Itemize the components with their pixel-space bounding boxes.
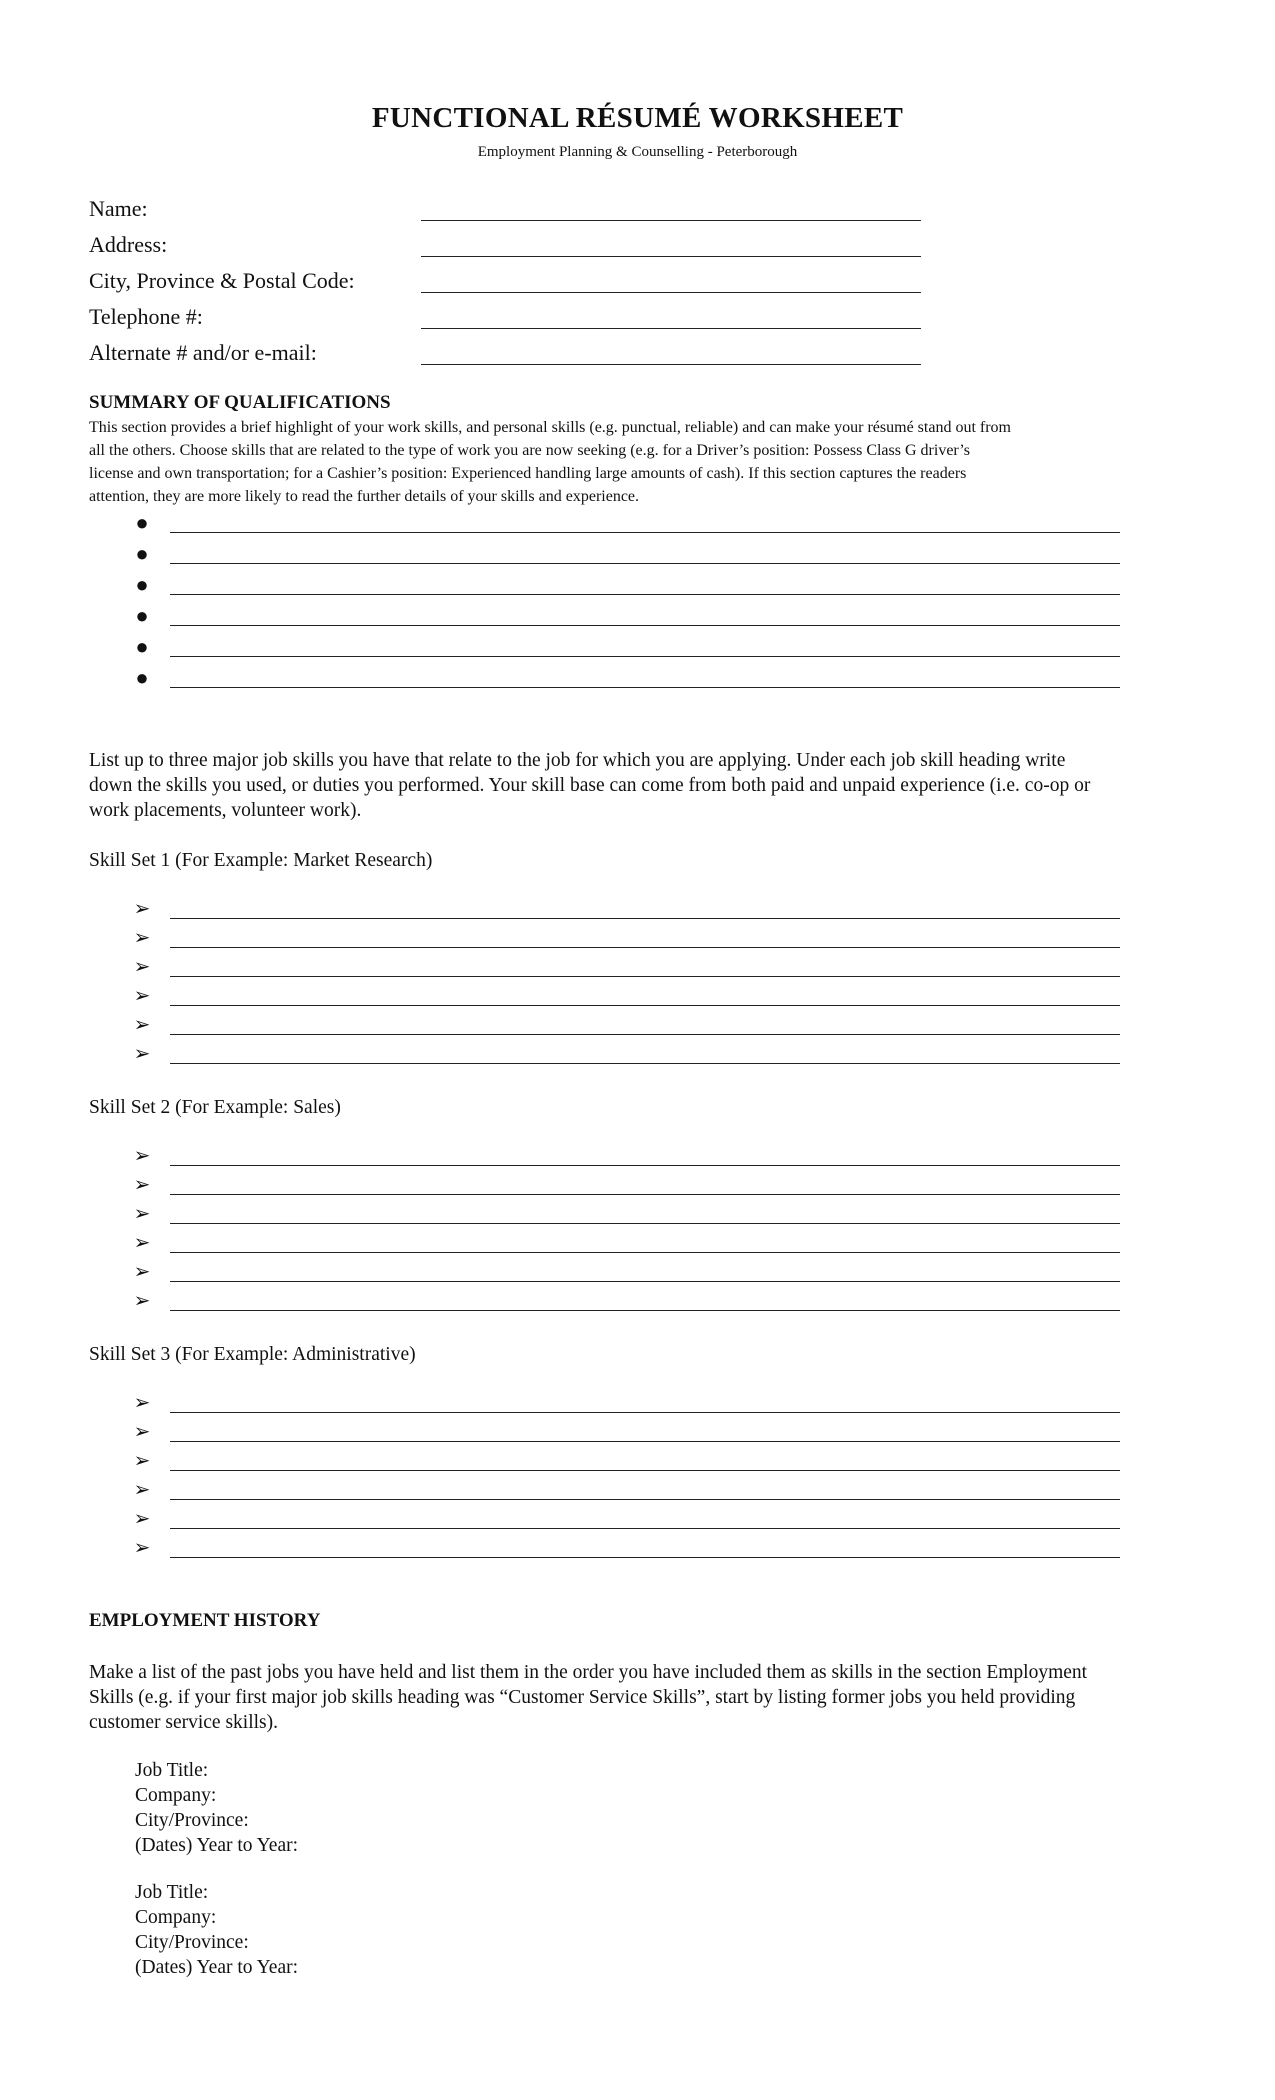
company-label: Company: [135, 1785, 217, 1806]
dates-label: (Dates) Year to Year: [135, 1835, 299, 1856]
arrow-bullet-icon: ➢ [133, 927, 151, 949]
field-name [89, 196, 929, 226]
arrow-bullet-icon: ➢ [133, 956, 151, 978]
skill-set-1-heading: Skill Set 1 (For Example: Market Research) [89, 850, 433, 871]
skill-set-1-row [130, 896, 1130, 924]
skill-set-3-row [130, 1419, 1130, 1447]
skill-blank-line[interactable] [170, 1441, 1120, 1442]
skill-set-3-row [130, 1477, 1130, 1505]
skill-set-1-row [130, 954, 1130, 982]
field-label: Address: [89, 232, 168, 257]
page-subtitle: Employment Planning & Counselling - Peterborough [477, 144, 798, 160]
summary-blank-line[interactable] [170, 594, 1120, 595]
field-telephone-blank[interactable] [421, 328, 921, 329]
skill-blank-line[interactable] [170, 1412, 1120, 1413]
skill-set-2-row [130, 1143, 1130, 1171]
summary-blank-line[interactable] [170, 625, 1120, 626]
field-label: Name: [89, 196, 148, 221]
arrow-bullet-icon: ➢ [133, 1014, 151, 1036]
arrow-bullet-icon: ➢ [133, 1232, 151, 1254]
summary-blank-line[interactable] [170, 532, 1120, 533]
field-telephone [89, 304, 929, 334]
field-city-province-postal [89, 268, 929, 298]
arrow-bullet-icon: ➢ [133, 898, 151, 920]
arrow-bullet-icon: ➢ [133, 1203, 151, 1225]
summary-blank-line[interactable] [170, 563, 1120, 564]
field-label: Telephone #: [89, 304, 203, 329]
skill-set-1-row [130, 1012, 1130, 1040]
field-address-blank[interactable] [421, 256, 921, 257]
summary-bullet-row [130, 665, 1130, 693]
summary-bullet-row [130, 541, 1130, 569]
bullet-icon: ● [135, 510, 149, 535]
company-label: Company: [135, 1907, 217, 1928]
job-title-label: Job Title: [135, 1760, 209, 1781]
summary-bullet-row [130, 510, 1130, 538]
skill-blank-line[interactable] [170, 1223, 1120, 1224]
skill-set-1-row [130, 925, 1130, 953]
skill-blank-line[interactable] [170, 1499, 1120, 1500]
employment-line: customer service skills). [89, 1712, 278, 1733]
skill-set-2-row [130, 1201, 1130, 1229]
summary-paragraph [89, 416, 1199, 508]
skill-set-2-row [130, 1259, 1130, 1287]
skill-blank-line[interactable] [170, 1252, 1120, 1253]
skill-blank-line[interactable] [170, 1034, 1120, 1035]
arrow-bullet-icon: ➢ [133, 1174, 151, 1196]
bullet-icon: ● [135, 634, 149, 659]
field-label: Alternate # and/or e-mail: [89, 340, 317, 365]
skill-blank-line[interactable] [170, 1310, 1120, 1311]
summary-line: license and own transportation; for a Cashier’s position: Experienced handling large amounts of cash). If this section captures the readers [89, 465, 967, 482]
skill-blank-line[interactable] [170, 918, 1120, 919]
skill-set-2-row [130, 1172, 1130, 1200]
field-alternate-email [89, 340, 929, 370]
skill-blank-line[interactable] [170, 1470, 1120, 1471]
arrow-bullet-icon: ➢ [133, 985, 151, 1007]
field-alternate-blank[interactable] [421, 364, 921, 365]
skills-intro-line: work placements, volunteer work). [89, 800, 362, 821]
summary-heading: SUMMARY OF QUALIFICATIONS [89, 392, 391, 413]
skills-intro-paragraph [89, 748, 1199, 823]
field-name-blank[interactable] [421, 220, 921, 221]
skill-set-2-row [130, 1288, 1130, 1316]
skill-blank-line[interactable] [170, 1557, 1120, 1558]
summary-line: all the others. Choose skills that are related to the type of work you are now seeking (e.g. for a Driver’s position: Possess Class G driver’s [89, 442, 971, 459]
skill-blank-line[interactable] [170, 1194, 1120, 1195]
arrow-bullet-icon: ➢ [133, 1392, 151, 1414]
skill-set-3-heading: Skill Set 3 (For Example: Administrative) [89, 1344, 416, 1365]
skill-blank-line[interactable] [170, 1528, 1120, 1529]
arrow-bullet-icon: ➢ [133, 1508, 151, 1530]
bullet-icon: ● [135, 572, 149, 597]
skills-intro-line: List up to three major job skills you have that relate to the job for which you are applying. Under each job skill heading write [89, 750, 1066, 771]
skill-set-3-row [130, 1506, 1130, 1534]
skill-set-3-row [130, 1448, 1130, 1476]
arrow-bullet-icon: ➢ [133, 1479, 151, 1501]
field-city-blank[interactable] [421, 292, 921, 293]
employment-heading: EMPLOYMENT HISTORY [89, 1610, 321, 1631]
skill-set-1-row [130, 1041, 1130, 1069]
skills-intro-line: down the skills you used, or duties you performed. Your skill base can come from both paid and unpaid experience (i.e. co-op or [89, 775, 1091, 796]
arrow-bullet-icon: ➢ [133, 1043, 151, 1065]
bullet-icon: ● [135, 665, 149, 690]
job-entry-1 [135, 1758, 298, 1858]
summary-bullet-row [130, 572, 1130, 600]
arrow-bullet-icon: ➢ [133, 1421, 151, 1443]
skill-set-3-row [130, 1390, 1130, 1418]
summary-bullet-row [130, 603, 1130, 631]
summary-blank-line[interactable] [170, 656, 1120, 657]
summary-line: attention, they are more likely to read the further details of your skills and experience. [89, 488, 640, 505]
arrow-bullet-icon: ➢ [133, 1261, 151, 1283]
city-province-label: City/Province: [135, 1932, 249, 1953]
employment-paragraph [89, 1660, 1199, 1735]
summary-blank-line[interactable] [170, 687, 1120, 688]
dates-label: (Dates) Year to Year: [135, 1957, 299, 1978]
summary-bullet-row [130, 634, 1130, 662]
summary-line: This section provides a brief highlight of your work skills, and personal skills (e.g. punctual, reliable) and can make your résumé stand out from [89, 419, 1011, 436]
employment-line: Skills (e.g. if your first major job skills heading was “Customer Service Skills”, start by listing former jobs you held providing [89, 1687, 1076, 1708]
job-title-label: Job Title: [135, 1882, 209, 1903]
skill-blank-line[interactable] [170, 947, 1120, 948]
arrow-bullet-icon: ➢ [133, 1537, 151, 1559]
arrow-bullet-icon: ➢ [133, 1290, 151, 1312]
arrow-bullet-icon: ➢ [133, 1450, 151, 1472]
page-title: FUNCTIONAL RÉSUMÉ WORKSHEET [371, 102, 904, 134]
arrow-bullet-icon: ➢ [133, 1145, 151, 1167]
skill-set-2-heading: Skill Set 2 (For Example: Sales) [89, 1097, 341, 1118]
skill-blank-line[interactable] [170, 1005, 1120, 1006]
skill-blank-line[interactable] [170, 1165, 1120, 1166]
skill-set-2-row [130, 1230, 1130, 1258]
bullet-icon: ● [135, 603, 149, 628]
bullet-icon: ● [135, 541, 149, 566]
skill-blank-line[interactable] [170, 976, 1120, 977]
job-entry-2 [135, 1880, 298, 1980]
skill-blank-line[interactable] [170, 1063, 1120, 1064]
field-address [89, 232, 929, 262]
city-province-label: City/Province: [135, 1810, 249, 1831]
skill-set-3-row [130, 1535, 1130, 1563]
skill-blank-line[interactable] [170, 1281, 1120, 1282]
employment-line: Make a list of the past jobs you have held and list them in the order you have included them as skills in the section Employment [89, 1662, 1088, 1683]
skill-set-1-row [130, 983, 1130, 1011]
field-label: City, Province & Postal Code: [89, 268, 355, 293]
